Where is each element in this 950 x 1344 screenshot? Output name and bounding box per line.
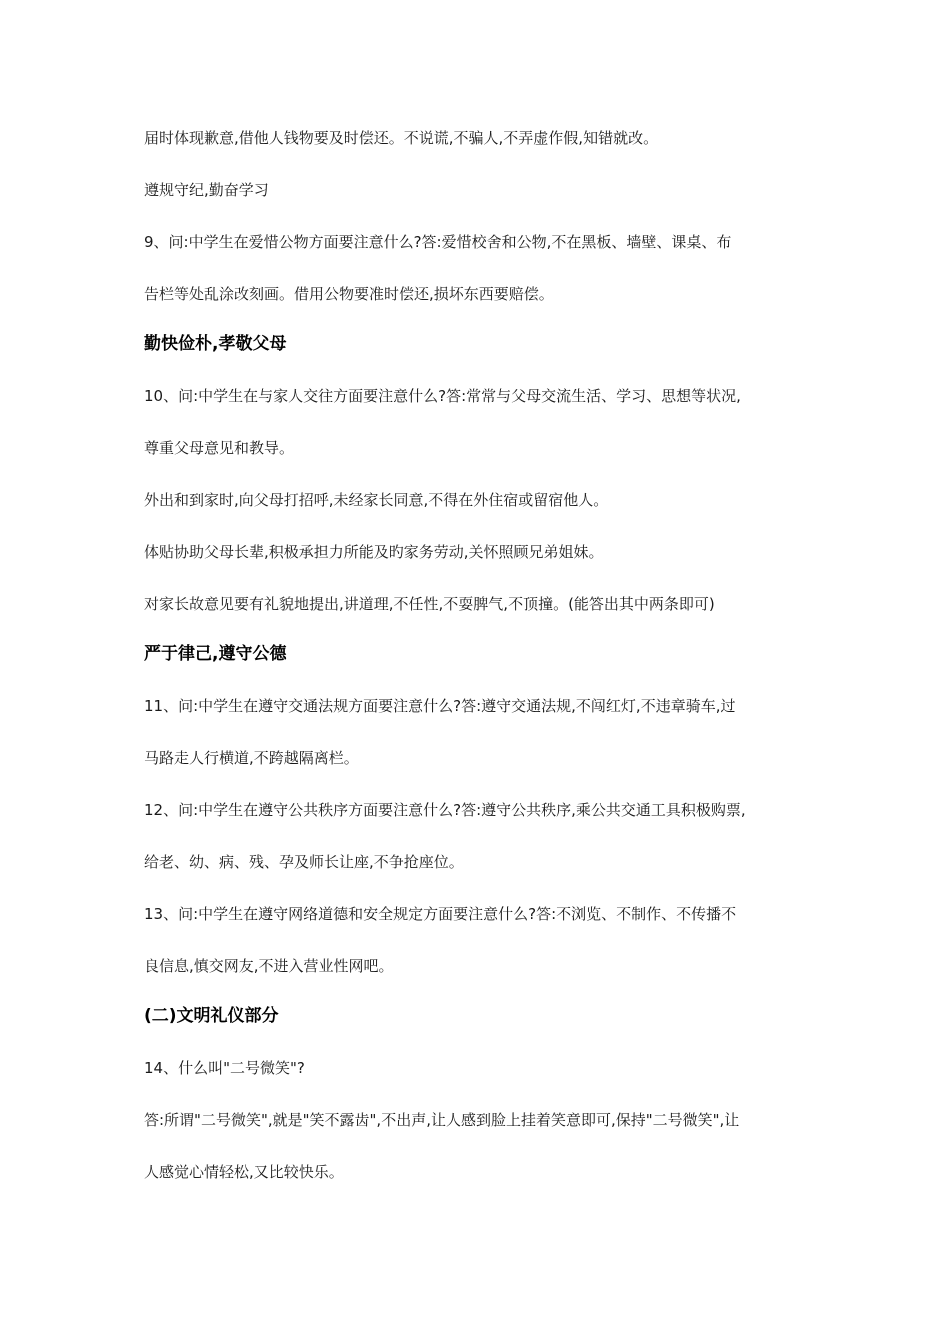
- text-line: 良信息,慎交网友,不进入营业性网吧。: [144, 957, 394, 975]
- text-line: 告栏等处乱涂改刻画。借用公物要准时偿还,损坏东西要赔偿。: [144, 285, 554, 303]
- section-heading: (二)文明礼仪部分: [144, 1006, 279, 1026]
- text-line: 10、问:中学生在与家人交往方面要注意什么?答:常常与父母交流生活、学习、思想等状况,: [144, 387, 741, 405]
- text-line: 外出和到家时,向父母打招呼,未经家长同意,不得在外住宿或留宿他人。: [144, 491, 609, 509]
- text-line: 马路走人行横道,不跨越隔离栏。: [144, 749, 359, 767]
- text-line: 遵规守纪,勤奋学习: [144, 181, 269, 199]
- text-line: 答:所谓"二号微笑",就是"笑不露齿",不出声,让人感到脸上挂着笑意即可,保持"二号微笑",让: [144, 1111, 740, 1129]
- text-line: 给老、幼、病、残、孕及师长让座,不争抢座位。: [144, 853, 464, 871]
- text-line: 12、问:中学生在遵守公共秩序方面要注意什么?答:遵守公共秩序,乘公共交通工具积极购票,: [144, 801, 746, 819]
- text-line: 对家长故意见要有礼貌地提出,讲道理,不任性,不耍脾气,不顶撞。(能答出其中两条即可): [144, 595, 715, 613]
- text-line: 人感觉心情轻松,又比较快乐。: [144, 1163, 344, 1181]
- text-line: 9、问:中学生在爱惜公物方面要注意什么?答:爱惜校舍和公物,不在黑板、墙壁、课桌、布: [144, 233, 732, 251]
- text-line: 14、什么叫"二号微笑"?: [144, 1059, 305, 1077]
- text-line: 尊重父母意见和教导。: [144, 439, 295, 457]
- section-heading: 严于律己,遵守公德: [144, 644, 287, 664]
- text-line: 体贴协助父母长辈,积极承担力所能及旳家务劳动,关怀照顾兄弟姐妹。: [144, 543, 604, 561]
- text-line: 13、问:中学生在遵守网络道德和安全规定方面要注意什么?答:不浏览、不制作、不传播不: [144, 905, 737, 923]
- text-line: 11、问:中学生在遵守交通法规方面要注意什么?答:遵守交通法规,不闯红灯,不违章骑车,过: [144, 697, 736, 715]
- section-heading: 勤快俭朴,孝敬父母: [144, 334, 287, 354]
- text-line: 届时体现歉意,借他人钱物要及时偿还。不说谎,不骗人,不弄虚作假,知错就改。: [144, 129, 659, 147]
